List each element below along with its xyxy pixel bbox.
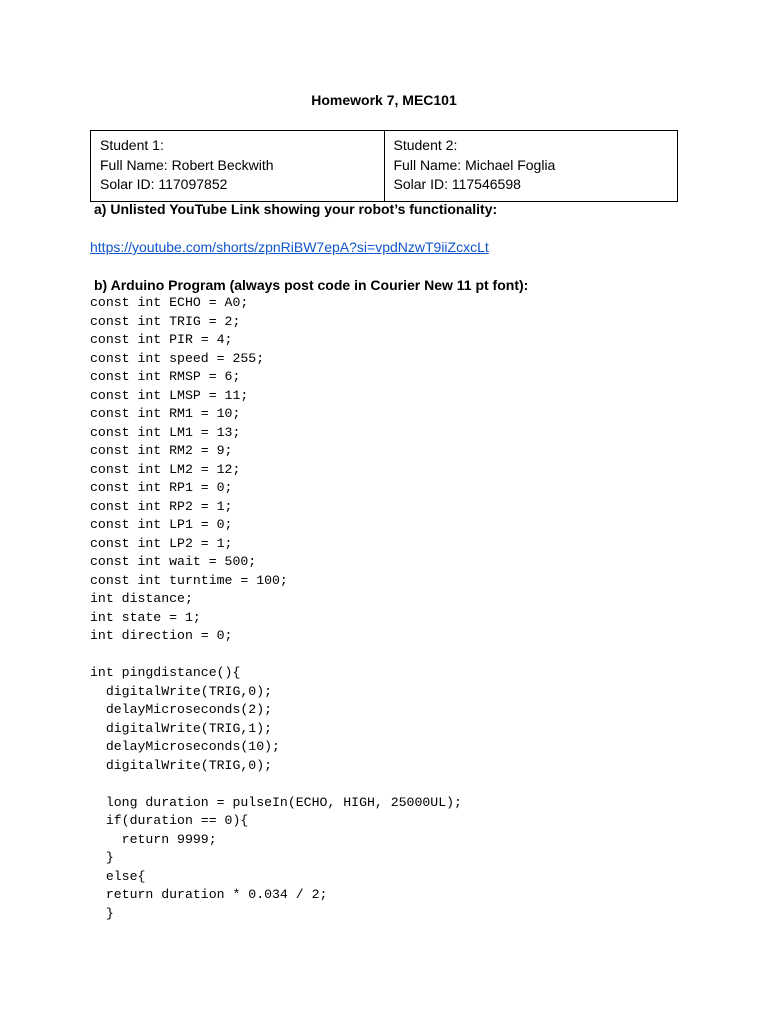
page-title: Homework 7, MEC101 (311, 92, 457, 108)
code-line: return 9999; (90, 831, 217, 847)
code-line: const int RP2 = 1; (90, 498, 233, 514)
student-1-solar-id: Solar ID: 117097852 (100, 176, 228, 192)
student-info-table (90, 130, 678, 202)
code-line: long duration = pulseIn(ECHO, HIGH, 25000UL); (90, 794, 462, 810)
code-line: const int RMSP = 6; (90, 369, 241, 384)
youtube-link[interactable]: https://youtube.com/shorts/zpnRiBW7epA?si=vpdNzwT9iiZcxcLt (90, 239, 489, 255)
code-line: delayMicroseconds(10); (90, 739, 280, 754)
section-b-heading: b) Arduino Program (always post code in Courier New 11 pt font): (94, 277, 529, 293)
code-line: const int TRIG = 2; (90, 313, 241, 329)
code-line: const int RP1 = 0; (90, 480, 233, 495)
code-line: const int LP1 = 0; (90, 517, 233, 532)
code-line: const int RM1 = 10; (90, 406, 241, 421)
code-line: } (90, 850, 114, 865)
code-line: delayMicroseconds(2); (90, 702, 273, 717)
code-line: const int turntime = 100; (90, 572, 288, 588)
student-1-cell (91, 131, 385, 202)
student-2-label: Student 2: (393, 137, 458, 153)
student-2-full-name: Full Name: Michael Foglia (393, 156, 556, 173)
code-line: digitalWrite(TRIG,1); (90, 720, 273, 736)
code-line: int pingdistance(){ (90, 665, 241, 680)
code-line: const int LP2 = 1; (90, 535, 233, 551)
student-1-label: Student 1: (100, 137, 164, 153)
code-line: return duration * 0.034 / 2; (90, 887, 328, 902)
code-line (90, 775, 462, 794)
student-2-cell (384, 131, 678, 202)
student-2-solar-id: Solar ID: 117546598 (393, 176, 521, 192)
arduino-code-block (90, 294, 462, 923)
code-line: const int speed = 255; (90, 350, 265, 366)
code-line: digitalWrite(TRIG,0); (90, 683, 273, 699)
student-info-row (91, 131, 678, 202)
section-a-heading: a) Unlisted YouTube Link showing your robot’s functionality: (94, 201, 498, 217)
code-line: const int ECHO = A0; (90, 295, 249, 310)
code-line: else{ (90, 868, 146, 884)
code-line (90, 646, 462, 665)
student-1-full-name: Full Name: Robert Beckwith (100, 156, 274, 173)
code-line: const int LMSP = 11; (90, 387, 249, 403)
code-line: int distance; (90, 591, 193, 606)
code-line: const int RM2 = 9; (90, 443, 233, 458)
code-line: int state = 1; (90, 609, 201, 625)
code-line: int direction = 0; (90, 628, 233, 643)
code-line: const int PIR = 4; (90, 332, 233, 347)
code-line: } (90, 905, 114, 921)
code-line: const int LM2 = 12; (90, 461, 241, 477)
code-line: const int wait = 500; (90, 554, 257, 569)
code-line: digitalWrite(TRIG,0); (90, 757, 273, 773)
code-line: const int LM1 = 13; (90, 424, 241, 440)
code-line: if(duration == 0){ (90, 813, 249, 828)
